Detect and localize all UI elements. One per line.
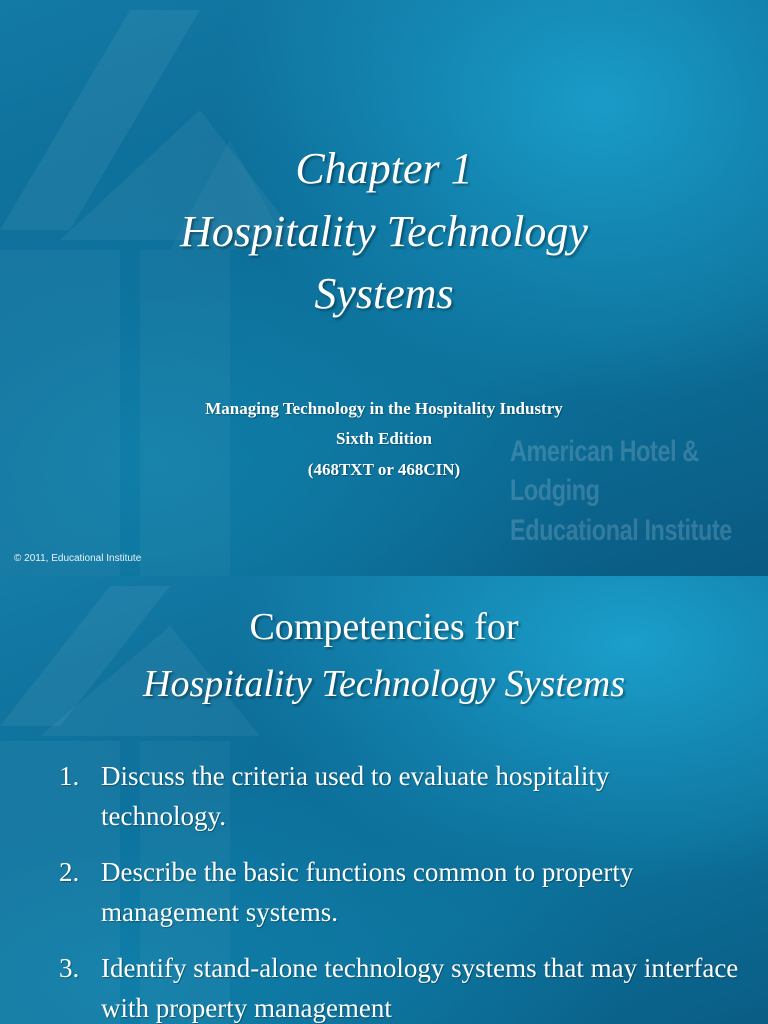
competencies-title-line-1: Competencies for (249, 606, 519, 648)
copyright-notice: © 2011, Educational Institute (14, 553, 142, 564)
competency-number: 3. (59, 953, 80, 983)
competencies-title-line-2: Hospitality Technology Systems (143, 663, 625, 705)
competency-text: Describe the basic functions common to property management systems. (101, 857, 634, 927)
book-title: Managing Technology in the Hospitality Industry (205, 399, 563, 418)
institute-watermark-line-1: American Hotel & (510, 435, 699, 468)
course-code: (468TXT or 468CIN) (307, 460, 461, 479)
competency-number: 2. (59, 857, 80, 887)
slide-title-line-1: Chapter 1 (295, 144, 473, 193)
competencies-slide (0, 576, 768, 1024)
competency-text: Discuss the criteria used to evaluate hospitality technology. (101, 761, 610, 831)
competency-number: 1. (59, 761, 80, 791)
edition-label: Sixth Edition (336, 429, 432, 448)
institute-watermark-line-2: Lodging (510, 474, 600, 507)
slide-title-line-3: Systems (314, 269, 454, 318)
institute-watermark-line-3: Educational Institute (510, 514, 732, 547)
competency-text: Identify stand-alone technology systems that may interface with property management (101, 953, 739, 1023)
slide-title-line-2: Hospitality Technology (180, 207, 588, 256)
